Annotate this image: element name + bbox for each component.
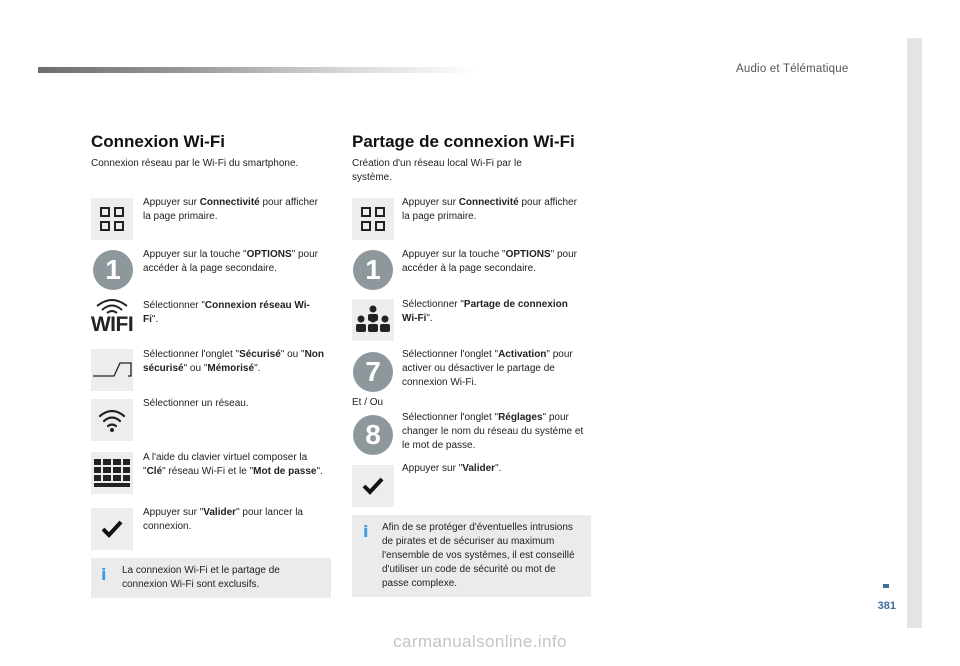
et-ou-label: Et / Ou — [352, 397, 384, 408]
right-note-text: Afin de se protéger d'éventuelles intrusions de pirates et de sécuriser au maximum l'ensemble de vos systèmes, il est conseillé d'utiliser un code de sécurité ou mot de passe complexe. — [382, 522, 575, 589]
section-title: Audio et Télématique — [736, 63, 849, 75]
left-note-text: La connexion Wi-Fi et le partage de connexion Wi-Fi sont exclusifs. — [122, 565, 280, 590]
wifi-signal-icon — [91, 399, 133, 441]
right-step-4: Sélectionner l'onglet "Activation" pour activer ou désactiver le partage de connexion Wi-Fi. — [402, 349, 573, 388]
page-marker — [883, 584, 889, 588]
left-step-4: Sélectionner l'onglet "Sécurisé" ou "Non sécurisé" ou "Mémorisé". — [143, 349, 325, 374]
right-step-6: Appuyer sur "Valider". — [402, 463, 502, 474]
right-title: Partage de connexion Wi-Fi — [352, 132, 575, 151]
info-icon: i — [101, 565, 107, 584]
check-icon — [91, 508, 133, 550]
left-info-note — [91, 558, 331, 598]
left-step-6: A l'aide du clavier virtuel composer la "Clé" réseau Wi-Fi et le "Mot de passe". — [143, 452, 323, 477]
keyboard-icon — [91, 452, 133, 494]
grid-icon — [91, 198, 133, 240]
check-icon — [352, 465, 394, 507]
left-step-1: Appuyer sur Connectivité pour afficher la page primaire. — [143, 197, 318, 222]
right-step-3: Sélectionner "Partage de connexion Wi-Fi". — [402, 299, 568, 324]
page-edge-bar — [907, 38, 922, 628]
right-step-2: Appuyer sur la touche "OPTIONS" pour accéder à la page secondaire. — [402, 249, 577, 274]
right-info-note — [352, 515, 591, 597]
left-subtitle: Connexion réseau par le Wi-Fi du smartphone. — [91, 158, 299, 169]
left-title: Connexion Wi-Fi — [91, 132, 225, 151]
step-number-7: 7 — [353, 352, 393, 392]
tab-icon — [91, 349, 133, 391]
watermark: carmanualsonline.info — [393, 632, 567, 651]
left-step-3: Sélectionner "Connexion réseau Wi-Fi". — [143, 300, 310, 325]
info-icon: i — [363, 522, 369, 541]
wifi-icon: WIFI — [91, 298, 133, 342]
right-step-5: Sélectionner l'onglet "Réglages" pour changer le nom du réseau du système et le mot de passe. — [402, 412, 584, 451]
people-icon — [352, 299, 394, 341]
left-step-7: Appuyer sur "Valider" pour lancer la connexion. — [143, 507, 303, 532]
header-gradient-bar — [38, 67, 478, 73]
step-number-1: 1 — [93, 250, 133, 290]
left-step-2: Appuyer sur la touche "OPTIONS" pour accéder à la page secondaire. — [143, 249, 318, 274]
right-step-1: Appuyer sur Connectivité pour afficher la page primaire. — [402, 197, 577, 222]
right-subtitle: Création d'un réseau local Wi-Fi par le système. — [352, 158, 522, 183]
step-number-1: 1 — [353, 250, 393, 290]
page-number: 381 — [877, 600, 896, 612]
grid-icon — [352, 198, 394, 240]
left-step-5: Sélectionner un réseau. — [143, 398, 249, 409]
step-number-8: 8 — [353, 415, 393, 455]
